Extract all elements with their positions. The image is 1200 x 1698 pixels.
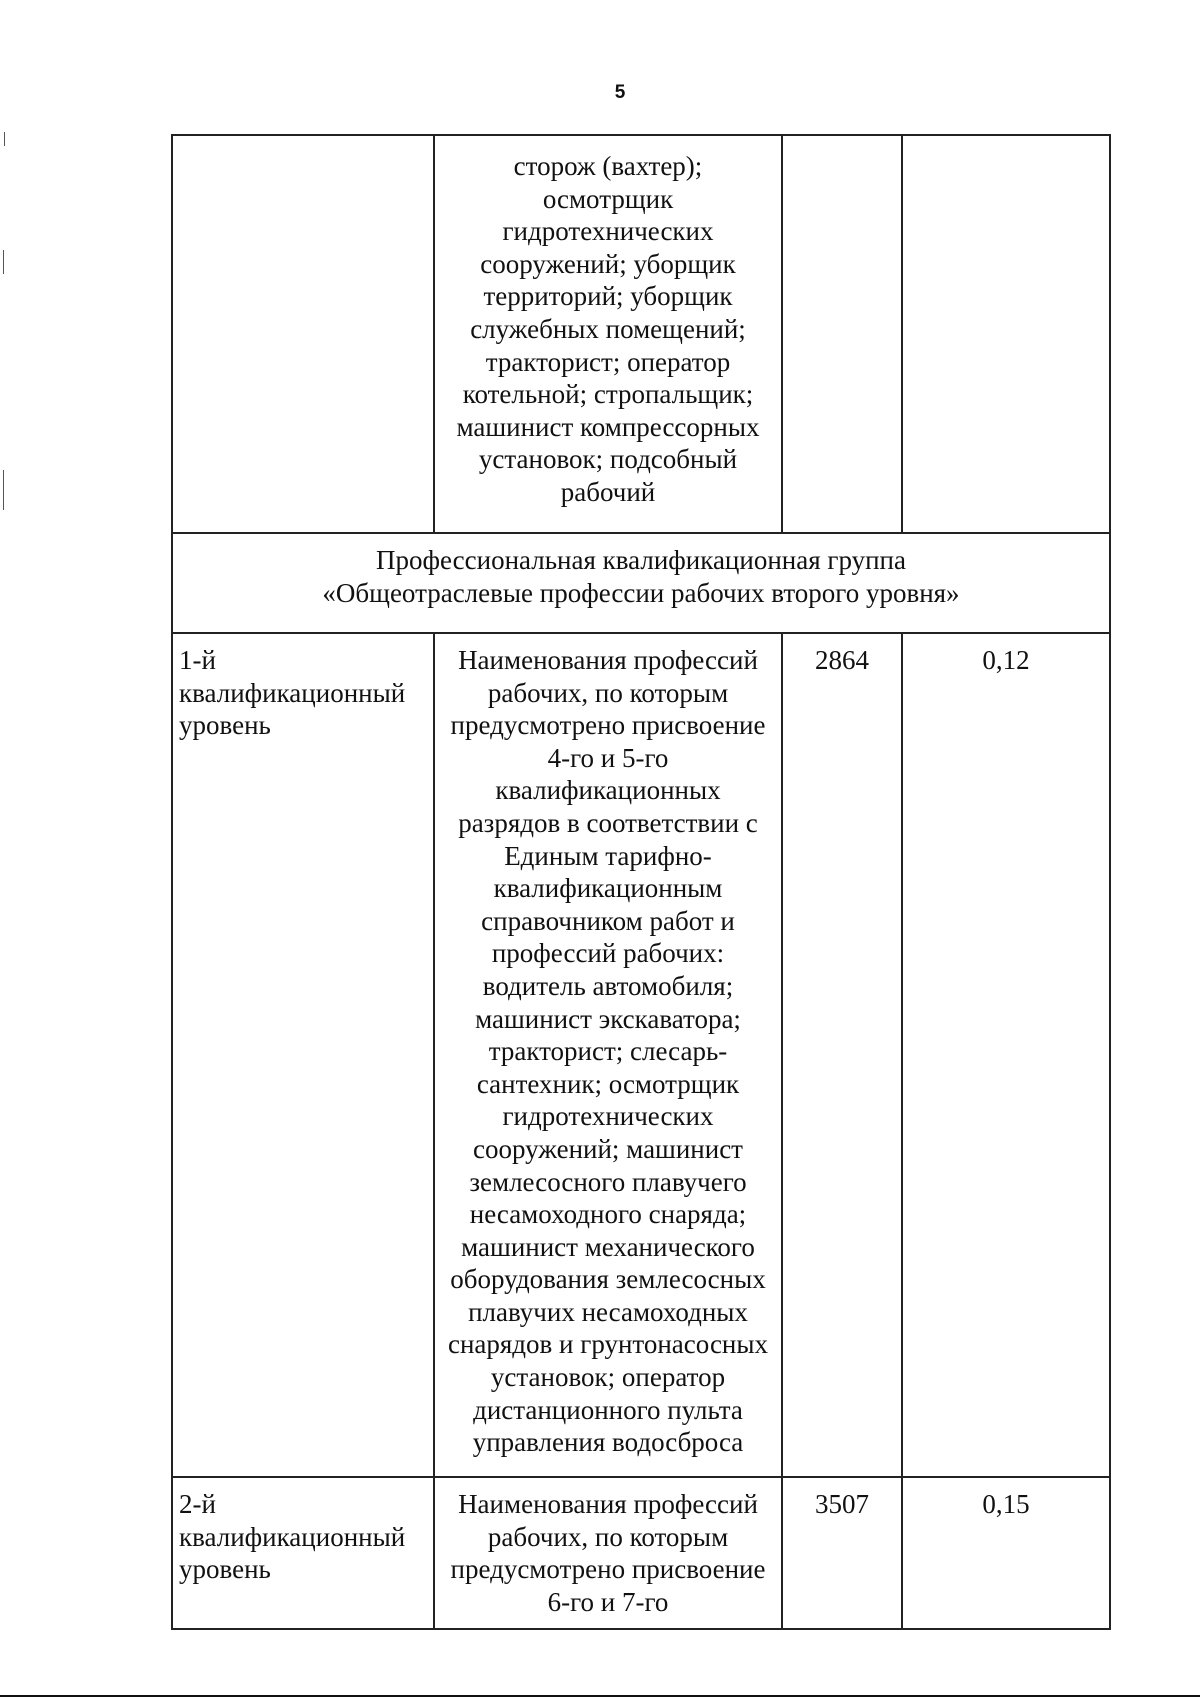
scan-edge-mark [3,250,4,274]
level-cell: 2-й квалификационный уровень [172,1477,434,1629]
description-cell: Наименования профессий рабочих, по которым предусмотрено присвоение 4-го и 5-го квалификационных разрядов в соответствии с Единым тарифно- квалификационным справочником работ и профессий рабочих: водитель автомобиля; машинист экскаватора; тракторист; слесарь- сантехник; осмотрщик гидротехнических сооружений; машинист землесосного плавучего несамоходного снаряда; машинист механического оборудования землесосных плавучих несамоходных снарядов и грунтонасосных установок; оператор дистанционного пульта управления водосброса [434,633,782,1477]
group-header: Профессиональная квалификационная группа «Общеотраслевые профессии рабочих второго уровня» [172,533,1110,633]
coefficient-cell [902,135,1110,533]
salary-cell: 2864 [782,633,902,1477]
description-cell: сторож (вахтер); осмотрщик гидротехнических сооружений; уборщик территорий; уборщик служебных помещений; тракторист; оператор котельной; стропальщик; машинист компрессорных установок; подсобный рабочий [434,135,782,533]
coefficient-cell: 0,15 [902,1477,1110,1629]
group-header-row [172,533,1110,633]
salary-cell: 3507 [782,1477,902,1629]
scan-edge-mark [3,470,4,510]
coefficient-cell: 0,12 [902,633,1110,1477]
table-row [172,1477,1110,1629]
level-cell [172,135,434,533]
table-row [172,633,1110,1477]
level-cell: 1-й квалификационный уровень [172,633,434,1477]
salary-cell [782,135,902,533]
scan-bottom-edge [0,1695,1200,1697]
table-row-continued [172,135,1110,533]
description-cell: Наименования профессий рабочих, по которым предусмотрено присвоение 6-го и 7-го [434,1477,782,1629]
qualification-table [171,134,1111,1630]
scan-edge-mark [4,132,5,146]
page-number: 5 [614,82,626,103]
